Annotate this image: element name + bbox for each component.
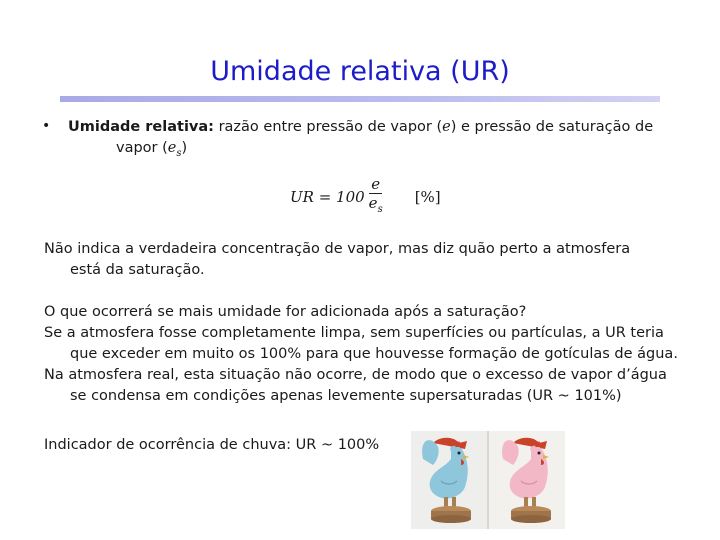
rooster-photo-svg <box>411 431 565 529</box>
formula-unit: [%] <box>414 188 441 206</box>
paragraph-line: se condensa em condições apenas levemente supersaturadas (UR ~ 101%) <box>70 388 622 404</box>
rooster-photo <box>411 431 565 529</box>
paragraph-saturation <box>44 302 684 407</box>
bullet: • <box>42 118 51 134</box>
question-line: O que ocorrerá se mais umidade for adicionada após a saturação? <box>44 304 527 320</box>
formula-denominator <box>369 194 383 219</box>
denominator-subscript: s <box>377 204 383 215</box>
paragraph-rain-indicator <box>44 435 684 456</box>
paragraph-line: que exceder em muito os 100% para que houvesse formação de gotículas de água. <box>70 346 678 362</box>
slide-title: Umidade relativa (UR) <box>210 56 510 87</box>
paragraph-line: está da saturação. <box>70 262 205 278</box>
paragraph-line: Indicador de ocorrência de chuva: UR ~ 100% <box>44 437 380 453</box>
title-underline <box>60 96 660 102</box>
definition-term: Umidade relativa: <box>68 119 214 135</box>
formula-fraction <box>369 175 383 219</box>
paragraph-line: Não indica a verdadeira concentração de vapor, mas diz quão perto a atmosfera <box>44 241 631 257</box>
paragraph-concentration <box>44 239 684 281</box>
ur-formula <box>290 176 441 218</box>
e-symbol: e <box>442 119 451 135</box>
paragraph-line: Na atmosfera real, esta situação não ocorre, de modo que o excesso de vapor d’água <box>44 367 667 383</box>
denominator-base: e <box>368 194 378 212</box>
definition-line2 <box>68 138 668 164</box>
paragraph-line: Se a atmosfera fosse completamente limpa, sem superfícies ou partículas, a UR teria <box>44 325 664 341</box>
definition-part: razão entre pressão de vapor ( <box>213 119 443 135</box>
es-subscript: s <box>176 147 182 159</box>
definition-part: ) e pressão de saturação de <box>450 119 654 135</box>
es-symbol: e <box>167 140 177 156</box>
definition-part: vapor ( <box>116 140 168 156</box>
formula-lhs: UR = 100 <box>290 188 365 206</box>
definition-text <box>68 117 668 164</box>
definition-part: ) <box>181 140 188 156</box>
formula-numerator: e <box>371 175 381 193</box>
